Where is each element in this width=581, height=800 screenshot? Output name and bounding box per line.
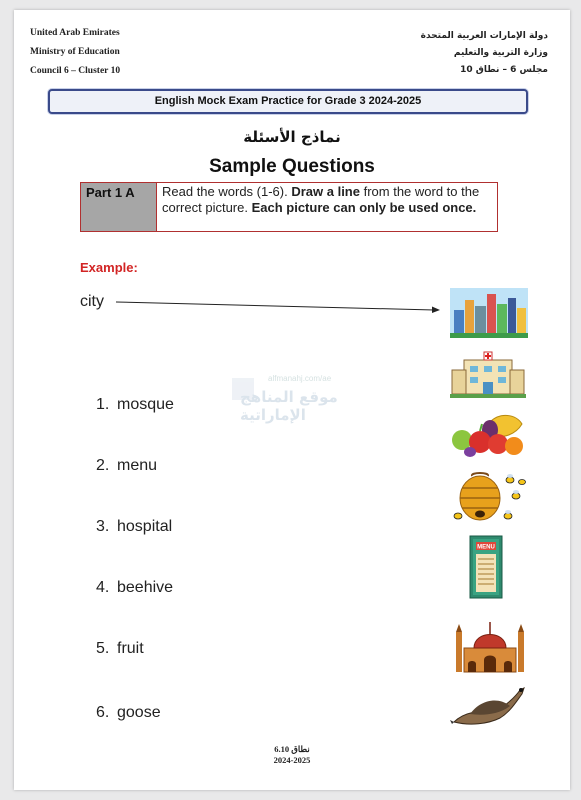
item-word: fruit — [117, 640, 144, 657]
item-word: menu — [117, 457, 158, 474]
menu-picture — [450, 534, 530, 600]
council-name-ar: مجلس 6 – نطاق 10 — [460, 65, 548, 75]
header-left — [30, 24, 120, 81]
instruction-bold-2: Each picture can only be used once. — [251, 200, 477, 215]
watermark-url: alfmanahj.com/ae — [268, 374, 332, 383]
word-item-4 — [96, 579, 173, 597]
footer-year: 2024-2025 — [273, 755, 311, 765]
title-english: Sample Questions — [209, 156, 375, 177]
watermark — [232, 372, 382, 432]
item-number: 1. — [96, 396, 110, 413]
part-label: Part 1 A — [81, 183, 157, 231]
exam-page — [14, 10, 570, 790]
example-arrow — [114, 298, 444, 314]
ministry-name: Ministry of Education — [30, 47, 120, 57]
example-word: city — [80, 293, 104, 310]
word-item-2 — [96, 457, 157, 475]
item-number: 2. — [96, 457, 110, 474]
item-word: hospital — [117, 518, 173, 535]
word-item-6 — [96, 704, 161, 722]
country-name-ar: دولة الإمارات العربية المتحدة — [420, 31, 548, 41]
item-number: 3. — [96, 518, 110, 535]
item-word: mosque — [117, 396, 174, 413]
item-number: 4. — [96, 579, 110, 596]
example-label: Example: — [80, 260, 138, 275]
beehive-picture — [450, 470, 530, 528]
city-picture — [450, 288, 528, 338]
instruction-bold-1: Draw a line — [291, 184, 360, 199]
task-box — [80, 182, 498, 232]
item-word: beehive — [117, 579, 174, 596]
goose-picture — [450, 684, 530, 730]
fruit-picture — [450, 410, 530, 460]
item-number: 6. — [96, 704, 110, 721]
mosque-picture — [450, 618, 530, 674]
word-item-1 — [96, 396, 174, 414]
page-footer — [14, 744, 570, 766]
hospital-picture — [450, 350, 526, 398]
ministry-name-ar: وزارة التربية والتعليم — [453, 48, 548, 58]
council-name: Council 6 – Cluster 10 — [30, 66, 121, 76]
menu-sign-text: MENU — [477, 544, 495, 551]
watermark-text: موقع المناهج الإماراتية — [240, 388, 338, 424]
title-arabic: نماذج الأسئلة — [243, 128, 341, 146]
task-instructions — [157, 183, 497, 231]
country-name: United Arab Emirates — [30, 28, 120, 38]
item-number: 5. — [96, 640, 110, 657]
instruction-text-2: from the word to the correct picture. — [162, 184, 480, 215]
footer-cluster: نطاق 6.10 — [274, 744, 310, 754]
word-item-5 — [96, 640, 144, 658]
header-right — [421, 28, 548, 79]
word-item-3 — [96, 518, 172, 536]
exam-banner: English Mock Exam Practice for Grade 3 2024-2025 — [48, 89, 528, 114]
instruction-text-1: Read the words (1-6). — [162, 184, 292, 199]
item-word: goose — [117, 704, 161, 721]
